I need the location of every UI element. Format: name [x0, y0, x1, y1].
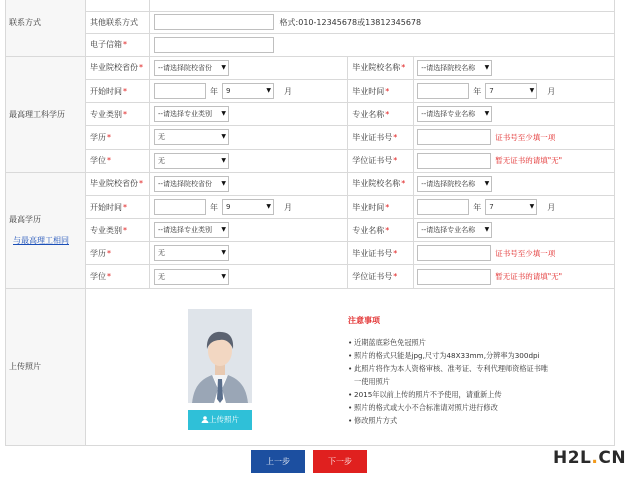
diploma-number-input[interactable]: [417, 129, 491, 145]
note-item: 一使用照片: [354, 376, 390, 386]
chevron-down-icon: ▼: [484, 61, 490, 75]
major-category-select[interactable]: --请选择专业类别 ▼: [154, 106, 229, 122]
end-year-input[interactable]: [417, 199, 469, 215]
note-item: • 修改照片方式: [348, 414, 608, 427]
degree-cert-hint: 暂无证书的请填"无": [495, 156, 563, 166]
chevron-down-icon: ▼: [484, 223, 490, 237]
end-year-input[interactable]: [417, 83, 469, 99]
major-name-label: 专业名称*: [348, 103, 414, 126]
section-highest-sci-edu: 最高理工科学历: [6, 56, 86, 172]
chevron-down-icon: ▼: [220, 223, 226, 237]
degree-select[interactable]: 无 ▼: [154, 269, 229, 285]
degree-label: 学位*: [86, 149, 150, 172]
major-name-select[interactable]: --请选择专业名称 ▼: [417, 106, 492, 122]
chevron-down-icon: ▼: [529, 200, 535, 214]
diploma-number-label: 毕业证书号*: [348, 126, 414, 149]
note-item: • 照片的格式或大小不合标准请对照片进行修改: [348, 401, 608, 414]
notes-title: 注意事项: [348, 315, 380, 325]
school-province-label: 毕业院校省份*: [86, 56, 150, 79]
school-name-label: 毕业院校名称*: [348, 172, 414, 195]
start-year-input[interactable]: [154, 199, 206, 215]
major-name-select[interactable]: --请选择专业名称 ▼: [417, 222, 492, 238]
chevron-down-icon: ▼: [220, 246, 226, 260]
section-upload-photo: 上传照片: [6, 288, 86, 445]
chevron-down-icon: ▼: [220, 154, 226, 168]
chevron-down-icon: ▼: [265, 200, 271, 214]
note-item: • 2015年以前上传的照片不予使用，请重新上传: [348, 388, 608, 401]
education-label: 学历*: [86, 126, 150, 149]
diploma-number-hint: 证书号至少填一项: [495, 132, 556, 142]
email-label: 电子信箱*: [86, 34, 150, 57]
watermark-logo: H2L.CN: [553, 448, 627, 468]
same-as-sci-link[interactable]: 与最高理工相同: [13, 236, 69, 246]
note-item: • 此照片将作为本人资格审核、准考证、专利代理师资格证书唯: [348, 362, 608, 375]
diploma-number-hint: 证书号至少填一项: [495, 248, 556, 258]
end-time-label: 毕业时间*: [348, 79, 414, 102]
education-select[interactable]: 无 ▼: [154, 129, 229, 145]
chevron-down-icon: ▼: [220, 61, 226, 75]
previous-step-button[interactable]: 上一步: [251, 450, 305, 473]
major-category-label: 专业类别*: [86, 219, 150, 242]
end-time-label: 毕业时间*: [348, 195, 414, 218]
chevron-down-icon: ▼: [529, 84, 535, 98]
start-time-label: 开始时间*: [86, 79, 150, 102]
major-category-select[interactable]: --请选择专业类别 ▼: [154, 222, 229, 238]
degree-cert-input[interactable]: [417, 269, 491, 285]
school-name-select[interactable]: --请选择院校名称 ▼: [417, 176, 492, 192]
diploma-number-label: 毕业证书号*: [348, 242, 414, 265]
next-step-button[interactable]: 下一步: [313, 450, 367, 473]
school-province-select[interactable]: --请选择院校省份 ▼: [154, 60, 229, 76]
start-month-select[interactable]: 9 ▼: [222, 83, 274, 99]
other-contact-hint: 格式:010-12345678或13812345678: [279, 17, 422, 27]
registration-form-table: 联系方式 其他联系方式 格式:010-12345678或13812345678 电子信箱* 最高理工科学历 毕业院校省份* --请选择院校省份 ▼ 毕业院校名称* --请选择院校名称 ▼ 开始时间* 年 9 ▼ 月 毕业时间* 年 7 ▼ 月 专业类别* --请选择专业类别 ▼ 专业名称* --请选择专业名称 ▼ 学历* 无 ▼ 毕业证书号* 证书号至少填一项 学位* 无 ▼ 学位证书号* 暂无证书的请填"无" 最高学历 与最高理工相同 毕业院校省份* --请选择院校省份 ▼ 毕业院校名称* --请选择院校名称 ▼ 开始时间* 年 9 ▼ 月 毕业时间* 年 7 ▼ 月 专业类别* --请选择专业类别 ▼ 专业名称* --请选择专业名称 ▼ 学历* 无 ▼ 毕业证书号* 证书号至少填一项 学位* 无 ▼ 学位证书号* 暂无证书的请填"无" 上传照片 上传照片 注意事项 • 近期蓝底彩色免冠照片 • 照片的格式只能是jpg,尺寸为48X33mm,分辨率为300dpi • 此照片将作为本人资格审核、准考证、专利代理师资格证书唯 一使用照片 • 2015年以前上传的照片不予使用，请重新上传 • 照片的格式或大小不合标准请对照片进行修改 • 修改照片方式: [5, 0, 615, 446]
school-province-select[interactable]: --请选择院校省份 ▼: [154, 176, 229, 192]
degree-cert-hint: 暂无证书的请填"无": [495, 272, 563, 282]
degree-label: 学位*: [86, 265, 150, 288]
note-item: • 照片的格式只能是jpg,尺寸为48X33mm,分辨率为300dpi: [348, 349, 608, 362]
degree-select[interactable]: 无 ▼: [154, 153, 229, 169]
end-month-select[interactable]: 7 ▼: [485, 199, 537, 215]
major-name-label: 专业名称*: [348, 219, 414, 242]
chevron-down-icon: ▼: [220, 130, 226, 144]
start-time-label: 开始时间*: [86, 195, 150, 218]
chevron-down-icon: ▼: [484, 177, 490, 191]
start-year-input[interactable]: [154, 83, 206, 99]
degree-cert-label: 学位证书号*: [348, 149, 414, 172]
school-province-label: 毕业院校省份*: [86, 172, 150, 195]
upload-photo-button[interactable]: 上传照片: [188, 410, 252, 430]
education-select[interactable]: 无 ▼: [154, 245, 229, 261]
chevron-down-icon: ▼: [484, 107, 490, 121]
notes-list: [348, 336, 608, 427]
degree-cert-input[interactable]: [417, 153, 491, 169]
section-contact-label: 联系方式: [9, 17, 41, 27]
section-contact: [6, 0, 86, 56]
school-name-select[interactable]: --请选择院校名称 ▼: [417, 60, 492, 76]
degree-cert-label: 学位证书号*: [348, 265, 414, 288]
education-label: 学历*: [86, 242, 150, 265]
chevron-down-icon: ▼: [220, 270, 226, 284]
user-icon: [201, 416, 209, 423]
end-month-select[interactable]: 7 ▼: [485, 83, 537, 99]
school-name-label: 毕业院校名称*: [348, 56, 414, 79]
diploma-number-input[interactable]: [417, 245, 491, 261]
chevron-down-icon: ▼: [265, 84, 271, 98]
chevron-down-icon: ▼: [220, 107, 226, 121]
chevron-down-icon: ▼: [220, 177, 226, 191]
avatar-placeholder-icon: [188, 309, 252, 403]
photo-preview: [188, 309, 252, 403]
email-input[interactable]: [154, 37, 274, 53]
major-category-label: 专业类别*: [86, 103, 150, 126]
other-contact-input[interactable]: [154, 14, 274, 30]
notes-panel: [348, 315, 608, 427]
section-highest-edu: 最高学历 与最高理工相同: [6, 172, 86, 288]
note-item: • 近期蓝底彩色免冠照片: [348, 336, 608, 349]
other-contact-label: 其他联系方式: [86, 11, 150, 34]
start-month-select[interactable]: 9 ▼: [222, 199, 274, 215]
